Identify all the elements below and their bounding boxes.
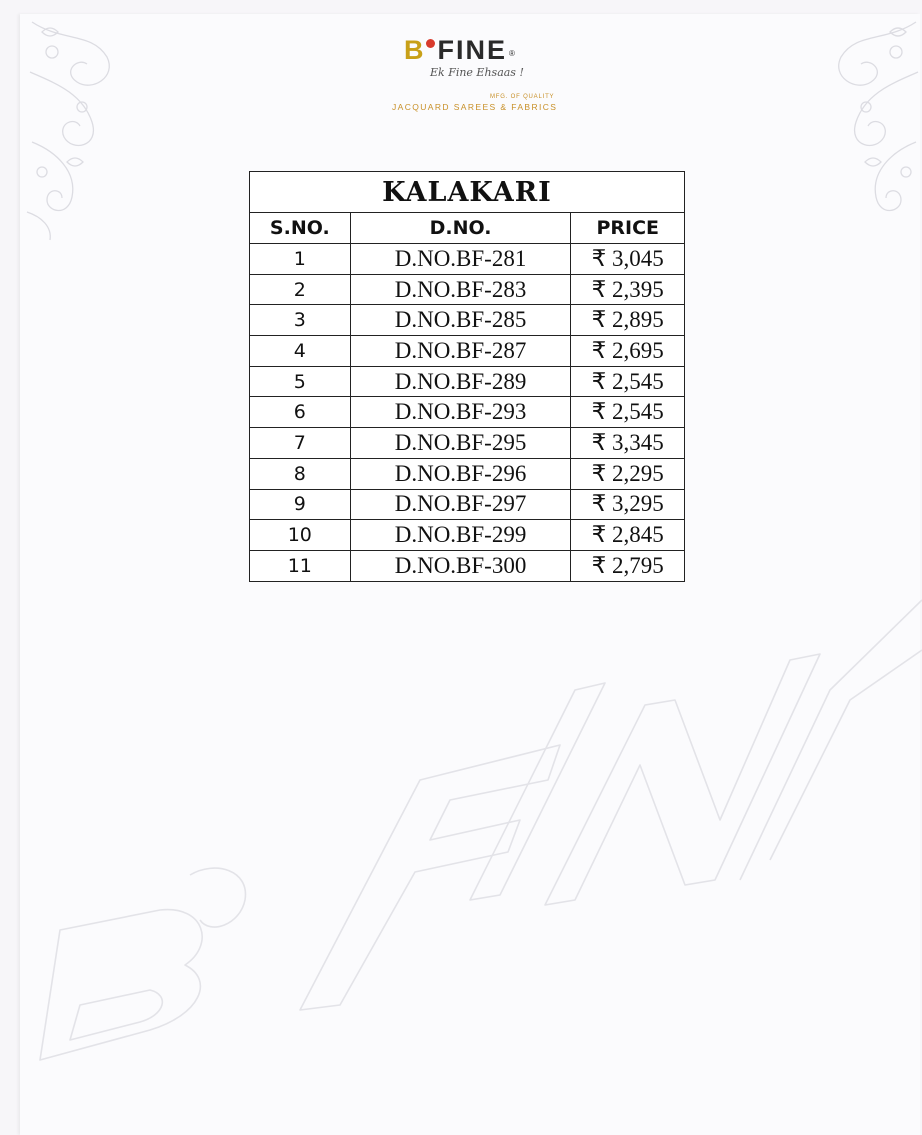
- table-row: [250, 274, 685, 305]
- cell-sno: 5: [250, 366, 351, 397]
- cell-price: ₹ 2,295: [571, 458, 685, 489]
- table-row: [250, 550, 685, 581]
- cell-price: ₹ 3,295: [571, 489, 685, 520]
- cell-sno: 6: [250, 397, 351, 428]
- table-row: [250, 244, 685, 275]
- cell-sno: 8: [250, 458, 351, 489]
- cell-dno: D.NO.BF-283: [350, 274, 571, 305]
- cell-dno: D.NO.BF-299: [350, 520, 571, 551]
- mfg-line: MFG. OF QUALITY: [490, 94, 555, 100]
- logo-red-dot-icon: [426, 39, 435, 48]
- cell-price: ₹ 3,045: [571, 244, 685, 275]
- cell-dno: D.NO.BF-295: [350, 428, 571, 459]
- price-table: [249, 171, 685, 582]
- table-row: [250, 489, 685, 520]
- cell-dno: D.NO.BF-281: [350, 244, 571, 275]
- cell-dno: D.NO.BF-300: [350, 550, 571, 581]
- cell-price: ₹ 2,395: [571, 274, 685, 305]
- cell-price: ₹ 2,895: [571, 305, 685, 336]
- products-line: JACQUARD SAREES & FABRICS: [392, 102, 558, 112]
- cell-sno: 2: [250, 274, 351, 305]
- brand-header: [300, 30, 630, 120]
- cell-price: ₹ 2,545: [571, 397, 685, 428]
- cell-dno: D.NO.BF-287: [350, 336, 571, 367]
- cell-dno: D.NO.BF-289: [350, 366, 571, 397]
- cell-price: ₹ 2,845: [571, 520, 685, 551]
- table-row: [250, 458, 685, 489]
- header-price: PRICE: [571, 213, 685, 244]
- cell-dno: D.NO.BF-285: [350, 305, 571, 336]
- registered-mark: ®: [509, 48, 515, 58]
- cell-sno: 3: [250, 305, 351, 336]
- table-row: [250, 397, 685, 428]
- cell-sno: 11: [250, 550, 351, 581]
- brand-logo: [404, 34, 515, 66]
- brand-tagline: Ek Fine Ehsaas !: [430, 66, 524, 79]
- cell-price: ₹ 2,545: [571, 366, 685, 397]
- cell-sno: 10: [250, 520, 351, 551]
- cell-sno: 1: [250, 244, 351, 275]
- cell-dno: D.NO.BF-293: [350, 397, 571, 428]
- table-row: [250, 428, 685, 459]
- table-title: KALAKARI: [250, 172, 685, 213]
- header-dno: D.NO.: [350, 213, 571, 244]
- table-row: [250, 305, 685, 336]
- logo-word-fine: FINE: [437, 34, 508, 65]
- logo-letter-b: B: [404, 34, 425, 65]
- header-sno: S.NO.: [250, 213, 351, 244]
- cell-dno: D.NO.BF-297: [350, 489, 571, 520]
- table-row: [250, 520, 685, 551]
- cell-sno: 7: [250, 428, 351, 459]
- cell-price: ₹ 2,795: [571, 550, 685, 581]
- cell-sno: 9: [250, 489, 351, 520]
- cell-price: ₹ 2,695: [571, 336, 685, 367]
- table-row: [250, 366, 685, 397]
- table-row: [250, 336, 685, 367]
- cell-sno: 4: [250, 336, 351, 367]
- cell-price: ₹ 3,345: [571, 428, 685, 459]
- cell-dno: D.NO.BF-296: [350, 458, 571, 489]
